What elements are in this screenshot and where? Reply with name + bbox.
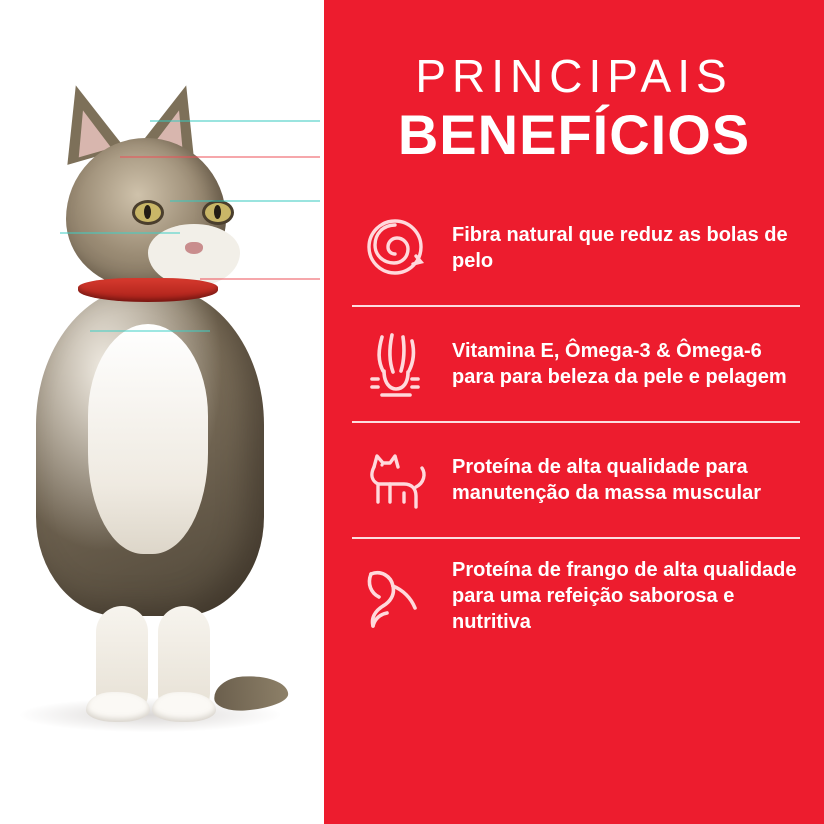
cat-eye-right [202, 200, 234, 225]
benefit-text: Fibra natural que reduz as bolas de pelo [452, 223, 788, 273]
chicken-drumstick-icon [352, 553, 438, 639]
cat-chest [88, 324, 208, 554]
benefit-item [352, 421, 800, 537]
cat-paw-left [86, 692, 150, 722]
benefit-item [352, 191, 800, 305]
cat-nose [185, 242, 203, 254]
title-line-primary: PRINCIPAIS [415, 50, 733, 102]
cat-photo-panel [0, 0, 330, 824]
page-title [324, 0, 824, 165]
cat-eye-left [132, 200, 164, 225]
title-line-secondary: BENEFÍCIOS [397, 103, 751, 167]
fiber-coil-icon [352, 205, 438, 291]
benefit-item [352, 537, 800, 653]
cat-tail [213, 673, 289, 712]
cat-paw-right [152, 692, 216, 722]
cat-collar [78, 278, 218, 302]
benefit-text: Vitamina E, Ômega-3 & Ômega-6 para para beleza da pele e pelagem [452, 339, 787, 389]
cat-head [66, 138, 226, 288]
benefit-text: Proteína de frango de alta qualidade para uma refeição saborosa e nutritiva [452, 558, 797, 634]
cat-muzzle [148, 224, 240, 286]
cat-photo [18, 128, 290, 728]
benefit-text: Proteína de alta qualidade para manutenção da massa muscular [452, 455, 762, 505]
benefit-item [352, 305, 800, 421]
cat-silhouette-icon [352, 437, 438, 523]
benefits-list [324, 191, 824, 653]
hair-follicle-icon [352, 321, 438, 407]
benefits-panel [324, 0, 824, 824]
